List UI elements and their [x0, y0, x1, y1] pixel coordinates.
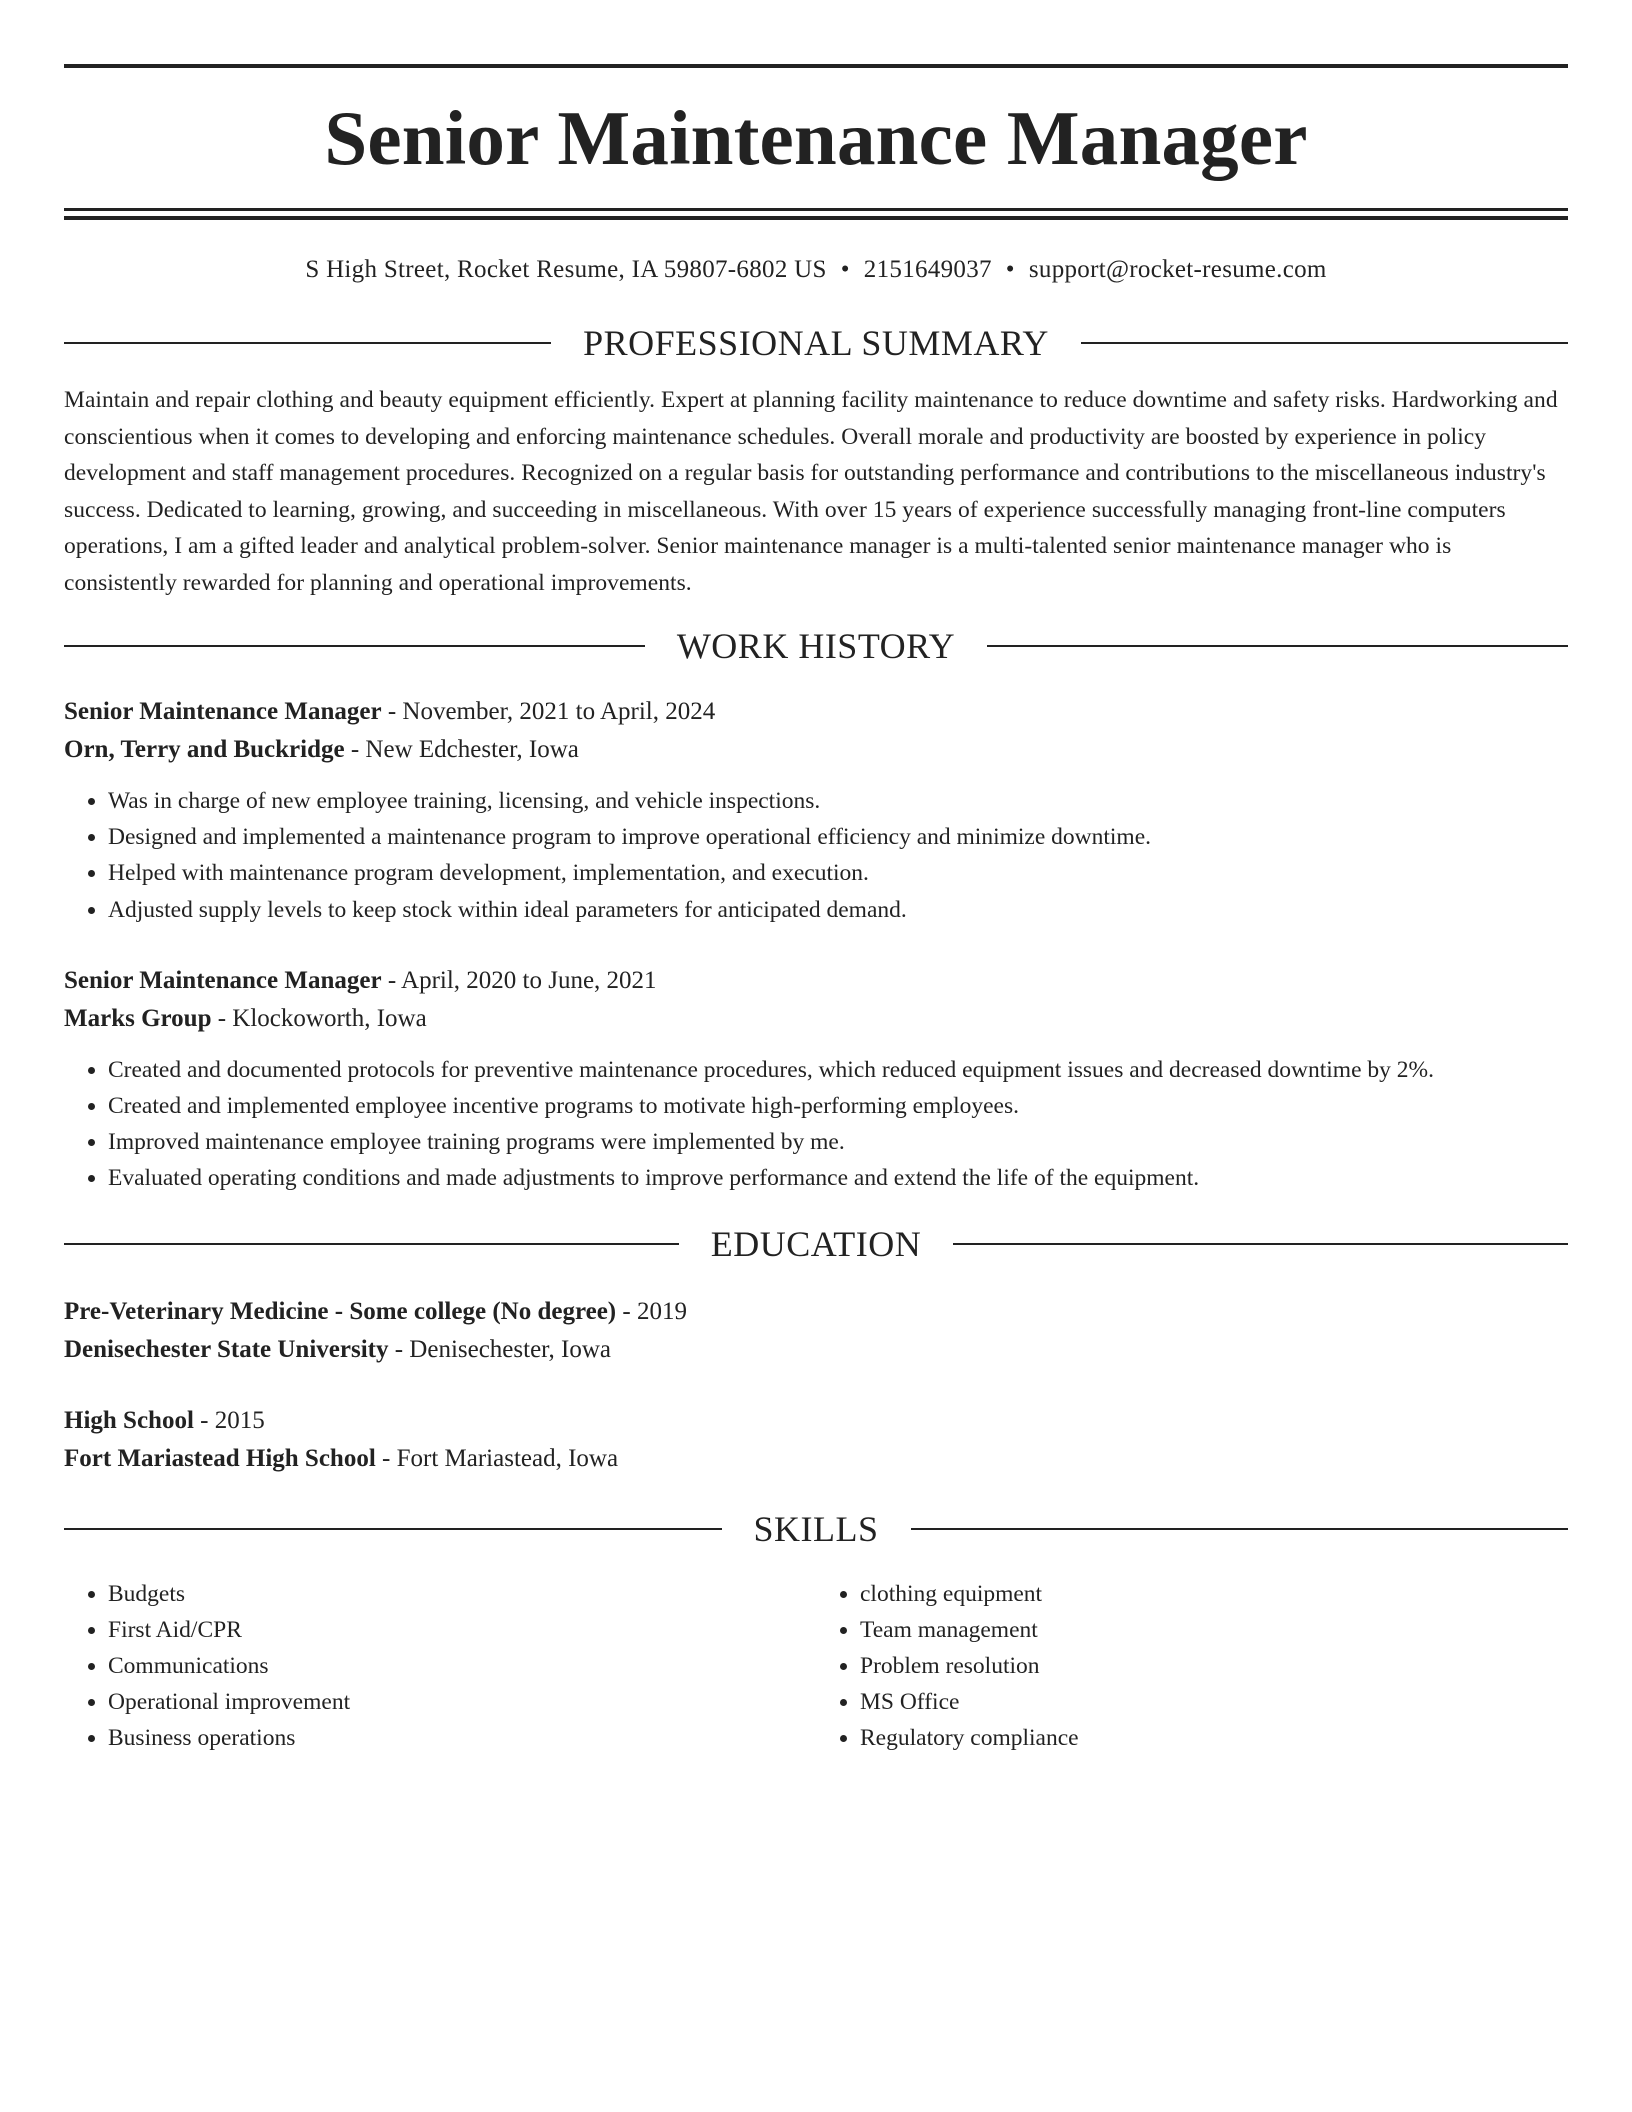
- job-bullets: [64, 783, 1568, 928]
- education-school: Fort Mariastead High School: [64, 1444, 376, 1472]
- heading-rule-left: [64, 1243, 679, 1245]
- education-school: Denisechester State University: [64, 1335, 389, 1363]
- work-heading-label: WORK HISTORY: [676, 626, 956, 666]
- skills-heading-label: SKILLS: [753, 1508, 879, 1549]
- job-bullet: • Designed and implemented a maintenance program to improve operational efficiency and minimize downtime.: [108, 819, 1568, 855]
- job-bullet: • Was in charge of new employee training, licensing, and vehicle inspections.: [108, 783, 1568, 819]
- skill-item: • MS Office: [860, 1684, 1568, 1720]
- education-year: - 2015: [193, 1406, 265, 1434]
- job-title: Senior Maintenance Manager: [64, 698, 382, 725]
- job-bullets: [64, 1052, 1568, 1197]
- skill-item: • clothing equipment: [860, 1576, 1568, 1612]
- education-location: - Fort Mariastead, Iowa: [375, 1444, 619, 1472]
- education-school-line: [64, 1331, 1568, 1369]
- contact-line: [64, 256, 1568, 290]
- title-double-rule: [64, 208, 1568, 220]
- job-location: - Klockoworth, Iowa: [211, 1004, 427, 1032]
- skill-item: • Operational improvement: [108, 1684, 816, 1720]
- skill-item: • Problem resolution: [860, 1648, 1568, 1684]
- job-bullet: • Created and documented protocols for preventive maintenance procedures, which reduced equipment issues and decreased downtime by 2%.: [108, 1052, 1568, 1088]
- skills-list-left: [64, 1576, 816, 1757]
- contact-email: support@rocket-resume.com: [1028, 256, 1327, 283]
- heading-rule-right: [953, 1243, 1568, 1245]
- contact-separator: •: [1005, 256, 1015, 283]
- work-section-heading: [64, 621, 1568, 671]
- summary-section-heading: [64, 318, 1568, 368]
- skills-list-right: [816, 1576, 1568, 1757]
- education-year: - 2019: [616, 1297, 687, 1325]
- education-degree: High School: [64, 1406, 194, 1434]
- job-title-line: [64, 693, 1568, 731]
- education-entry: [64, 1293, 1568, 1369]
- education-degree: Pre-Veterinary Medicine - Some college (No degree): [64, 1297, 617, 1325]
- job-bullet: • Helped with maintenance program development, implementation, and execution.: [108, 855, 1568, 891]
- top-rule: [64, 64, 1568, 68]
- skills-columns: [64, 1576, 1568, 1757]
- job-title: Senior Maintenance Manager: [64, 966, 382, 994]
- contact-address: S High Street, Rocket Resume, IA 59807-6802 US: [305, 256, 827, 283]
- job-bullet: • Evaluated operating conditions and made adjustments to improve performance and extend the life of the equipment.: [108, 1160, 1568, 1196]
- job-entry: [64, 962, 1568, 1197]
- skill-item: • Communications: [108, 1648, 816, 1684]
- education-degree-line: [64, 1293, 1568, 1331]
- job-dates: - November, 2021 to April, 2024: [381, 698, 716, 725]
- education-location: - Denisechester, Iowa: [388, 1335, 611, 1363]
- education-section-heading: [64, 1219, 1568, 1269]
- skill-item: • Business operations: [108, 1720, 816, 1756]
- heading-rule-left: [64, 342, 551, 344]
- skill-item: • Team management: [860, 1612, 1568, 1648]
- job-company: Orn, Terry and Buckridge: [64, 736, 345, 763]
- education-school-line: [64, 1440, 1568, 1478]
- skill-item: • Regulatory compliance: [860, 1720, 1568, 1756]
- education-heading-label: EDUCATION: [710, 1223, 922, 1264]
- heading-rule-left: [64, 1528, 722, 1530]
- heading-rule-right: [911, 1528, 1569, 1530]
- job-company-line: [64, 1000, 1568, 1038]
- job-dates: - April, 2020 to June, 2021: [381, 966, 657, 994]
- job-company-line: [64, 731, 1568, 769]
- job-location: - New Edchester, Iowa: [344, 736, 579, 763]
- job-bullet: • Improved maintenance employee training programs were implemented by me.: [108, 1124, 1568, 1160]
- job-title-line: [64, 962, 1568, 1000]
- heading-rule-right: [1081, 342, 1568, 344]
- skills-section-heading: [64, 1504, 1568, 1554]
- contact-separator: •: [840, 256, 850, 283]
- summary-text: Maintain and repair clothing and beauty equipment efficiently. Expert at planning facility maintenance to reduce downtime and safety risks. Hardworking and conscientious when it comes to developing and enforcing maintenance schedules. Overall morale and productivity are boosted by experience in policy development and staff management procedures. Recognized on a regular basis for outstanding performance and contributions to the miscellaneous industry's success. Dedicated to learning, growing, and succeeding in miscellaneous. With over 15 years of experience successfully managing front-line computers operations, I am a gifted leader and analytical problem-solver. Senior maintenance manager is a multi-talented senior maintenance manager who is consistently rewarded for planning and operational improvements.: [64, 387, 1558, 596]
- education-entry: [64, 1402, 1568, 1478]
- contact-phone: 2151649037: [863, 256, 992, 283]
- job-bullet: • Created and implemented employee incentive programs to motivate high-performing employees.: [108, 1088, 1568, 1124]
- skill-item: • Budgets: [108, 1576, 816, 1612]
- skill-item: • First Aid/CPR: [108, 1612, 816, 1648]
- heading-rule-right: [987, 645, 1568, 647]
- resume-title: Senior Maintenance Manager: [324, 95, 1308, 181]
- job-entry: [64, 693, 1568, 928]
- education-degree-line: [64, 1402, 1568, 1440]
- job-bullet: • Adjusted supply levels to keep stock within ideal parameters for anticipated demand.: [108, 892, 1568, 928]
- job-company: Marks Group: [64, 1004, 212, 1032]
- heading-rule-left: [64, 645, 645, 647]
- summary-heading-label: PROFESSIONAL SUMMARY: [583, 323, 1049, 363]
